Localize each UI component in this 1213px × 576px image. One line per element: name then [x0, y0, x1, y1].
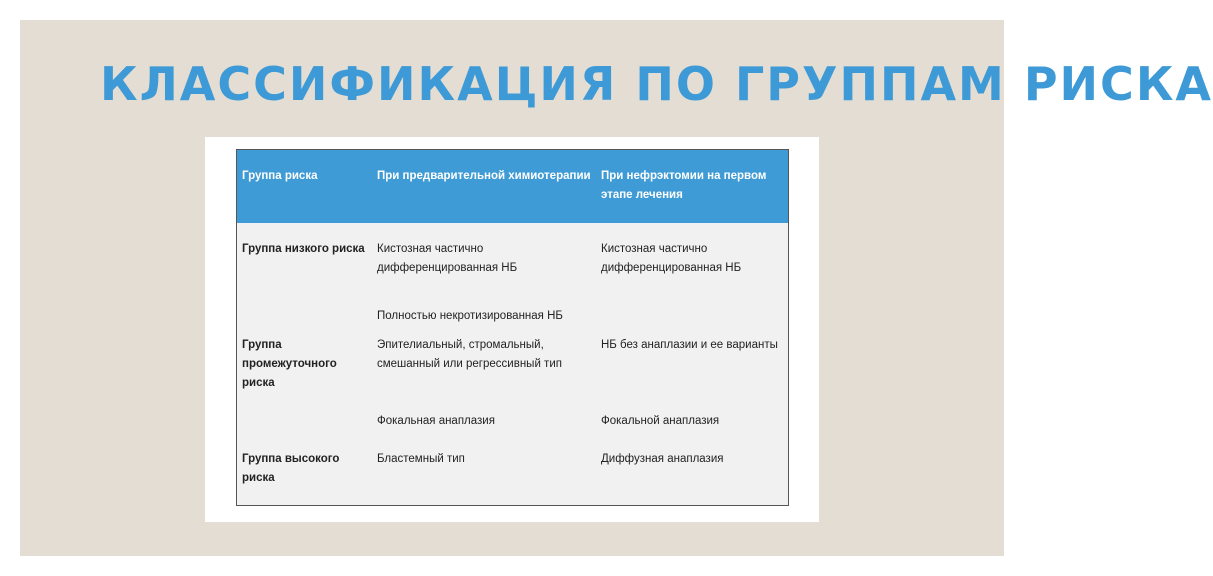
header-risk-group: Группа риска [242, 170, 318, 182]
row-low-risk-pre-chemo: Кистозная частично дифференцированная НБ [377, 243, 518, 274]
table-image-frame [205, 137, 819, 522]
row-high-risk-pre-chemo: Бластемный тип [377, 453, 465, 465]
row-high-risk-nephrectomy: Диффузная анаплазия [601, 453, 724, 465]
row-necrotic-pre-chemo: Полностью некротизированная НБ [377, 310, 563, 322]
header-pre-chemotherapy: При предварительной химиотерапии [377, 170, 591, 182]
row-intermediate-risk-group: Группа промежуточного риска [242, 339, 337, 389]
row-low-risk-nephrectomy: Кистозная частично дифференцированная НБ [601, 243, 742, 274]
row-focal-nephrectomy: Фокальной анаплазия [601, 415, 720, 427]
table-header-row [237, 150, 788, 223]
slide [20, 20, 1213, 556]
row-focal-pre-chemo: Фокальная анаплазия [377, 415, 495, 427]
row-intermediate-risk-pre-chemo: Эпителиальный, стромальный, смешанный или регрессивный тип [377, 339, 562, 370]
slide-title-text: КЛАССИФИКАЦИЯ ПО ГРУППАМ РИСКА [100, 57, 1213, 111]
row-low-risk-group: Группа низкого риска [242, 243, 365, 255]
risk-classification-table [236, 149, 789, 506]
row-intermediate-risk-nephrectomy: НБ без анаплазии и ее варианты [601, 339, 778, 351]
row-high-risk-group: Группа высокого риска [242, 453, 340, 484]
slide-title [100, 58, 1213, 110]
header-nephrectomy: При нефрэктомии на первом этапе лечения [601, 170, 767, 201]
